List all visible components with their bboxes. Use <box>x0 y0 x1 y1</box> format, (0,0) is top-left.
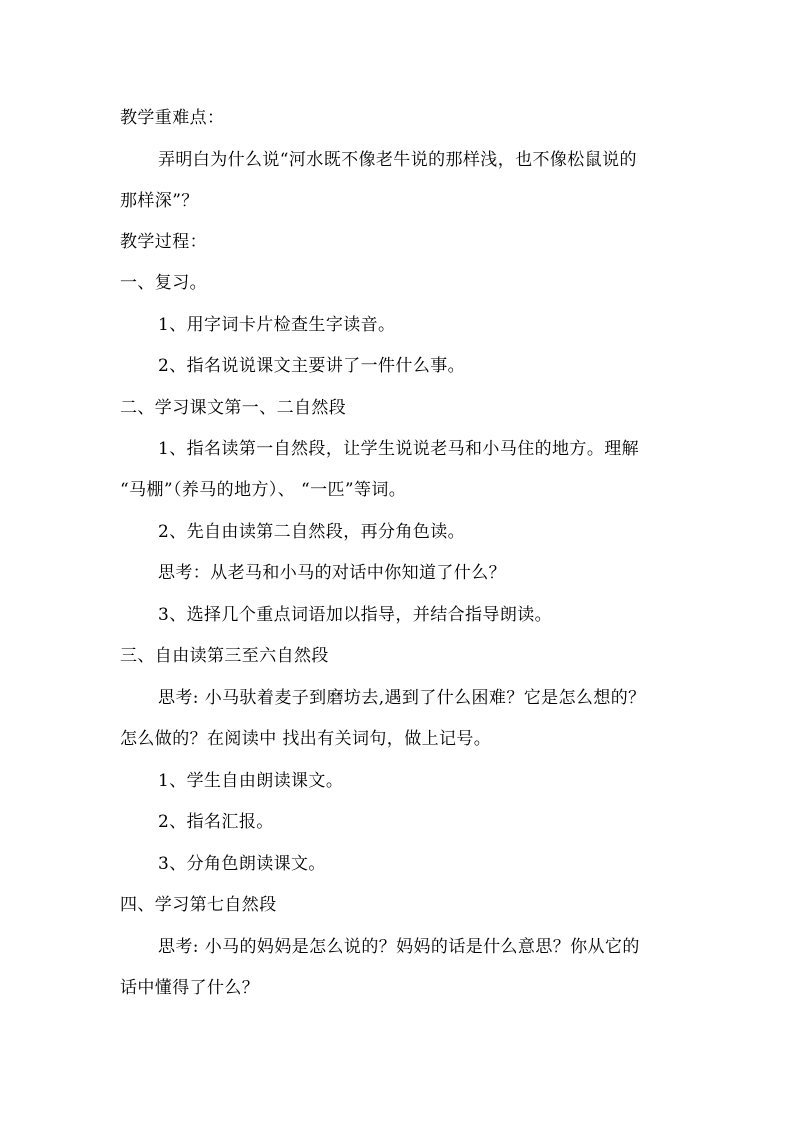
list-item: 1、用字词卡片检查生字读音。 <box>158 315 396 335</box>
thinking-question-continuation: 怎么做的？在阅读中 找出有关词句，做上记号。 <box>120 729 492 749</box>
thinking-question: 思考：从老马和小马的对话中你知道了什么？ <box>158 563 506 583</box>
section-heading-paragraphs-1-2: 二、学习课文第一、二自然段 <box>120 398 347 418</box>
paragraph-line: 弄明白为什么说“河水既不像老牛说的那样浅，也不像松鼠说的 <box>158 150 637 170</box>
list-item: 2、指名说说课文主要讲了一件什么事。 <box>158 356 466 376</box>
thinking-question: 思考: 小马驮着麦子到磨坊去,遇到了什么困难？它是怎么想的？ <box>158 688 646 708</box>
paragraph-line: 那样深”？ <box>120 191 199 211</box>
list-item: 3、分角色朗读课文。 <box>158 854 326 874</box>
heading-teaching-key-points: 教学重难点： <box>120 108 225 128</box>
section-heading-paragraph-7: 四、学习第七自然段 <box>120 895 277 915</box>
thinking-question: 思考: 小马的妈妈是怎么说的？妈妈的话是什么意思？你从它的 <box>158 937 640 957</box>
list-item: 1、指名读第一自然段，让学生说说老马和小马住的地方。理解 <box>158 439 640 459</box>
section-heading-paragraphs-3-6: 三、自由读第三至六自然段 <box>120 646 329 666</box>
list-item: 1、学生自由朗读课文。 <box>158 771 344 791</box>
heading-teaching-process: 教学过程： <box>120 232 207 252</box>
list-item: 2、指名汇报。 <box>158 812 274 832</box>
list-item: 3、选择几个重点词语加以指导，并结合指导朗读。 <box>158 605 553 625</box>
section-heading-review: 一、复习。 <box>120 273 207 293</box>
list-item: 2、先自由读第二自然段，再分角色读。 <box>158 522 466 542</box>
thinking-question-continuation: 话中懂得了什么？ <box>120 978 260 998</box>
list-item-continuation: “马棚”（养马的地方）、 “一匹”等词。 <box>120 480 407 500</box>
